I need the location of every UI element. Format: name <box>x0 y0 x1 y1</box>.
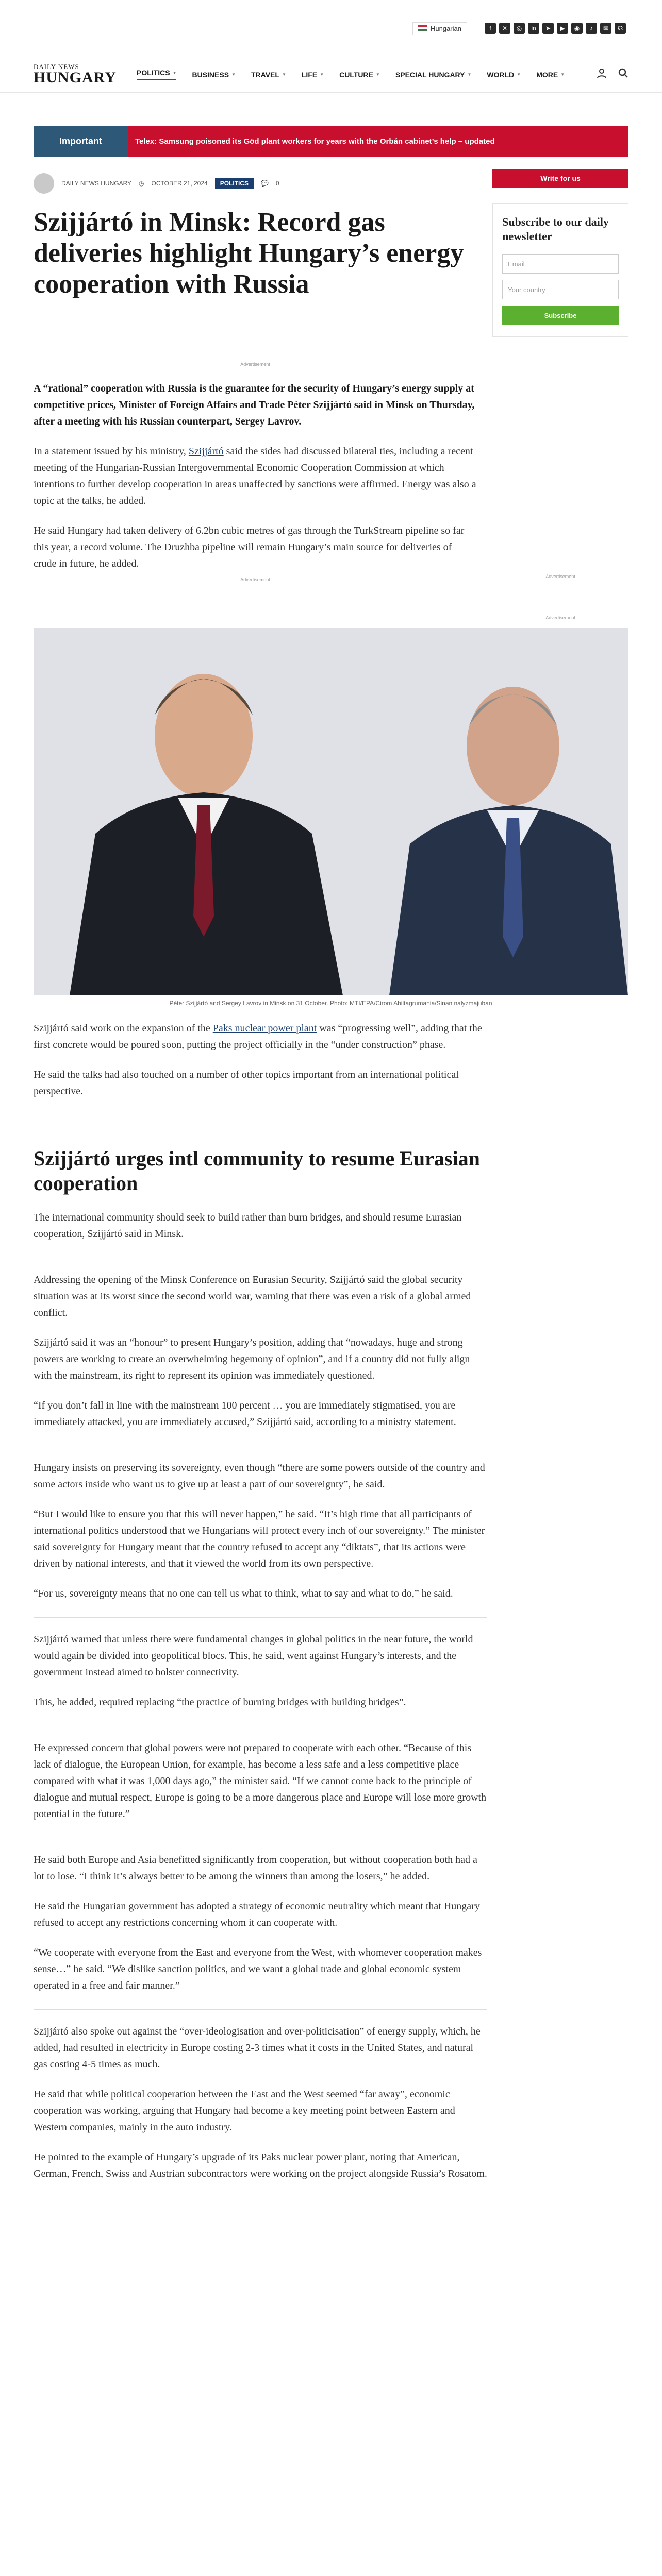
chevron-down-icon: ▼ <box>375 72 380 77</box>
paragraph: Addressing the opening of the Minsk Conference on Eurasian Security, Szijjártó said the global security situation was at its worst since the second world war, warning that there was even a risk of a global armed conflict. <box>34 1274 471 1318</box>
site-logo[interactable] <box>34 63 121 86</box>
divider <box>34 1617 487 1618</box>
publish-date: OCTOBER 21, 2024 <box>151 180 208 187</box>
instagram-icon[interactable]: ◎ <box>514 23 525 34</box>
author-avatar <box>34 173 54 194</box>
paragraph: He expressed concern that global powers were not prepared to cooperate with each other. “Because of this lack of dialogue, the European Union, for example, has become a less safe and a less competitive place compared with what it was 1,000 days ago,” the minister said. “If we cannot come back to the principle of dialogue and mutual respect, Europe is going to be a more dangerous place and Europe will lose more growth potential in the future.” <box>34 1742 487 1820</box>
chevron-down-icon: ▼ <box>467 72 472 77</box>
logo-line1: DAILY NEWS <box>34 63 79 71</box>
paragraph: Hungary insists on preserving its sovereignty, even though “there are some powers outside of the country and some actors inside who want us to give up at least a part of our sovereignty”, he said. <box>34 1462 485 1490</box>
nav-icons <box>597 68 628 81</box>
breaking-news-ticker[interactable] <box>34 126 628 157</box>
sidebar-advertisement: Advertisement <box>545 574 575 579</box>
category-badge[interactable]: POLITICS <box>215 178 254 189</box>
newsletter-box <box>492 203 628 337</box>
comment-icon[interactable]: 💬 <box>261 180 269 187</box>
paragraph: In a statement issued by his ministry, Szijjártó said the sides had discussed bilateral ties, including a recent meeting of the Hungarian-Russian Intergovernmental Economic Cooperation Commission at which intentions to further develop cooperation in areas unaffected by sanctions were affirmed. Energy was also a topic at the talks, he added. <box>34 446 476 506</box>
paragraph: He said the talks had also touched on a number of other topics important from an international political perspective. <box>34 1069 459 1097</box>
nav-item-culture[interactable]: CULTURE ▼ <box>339 70 380 79</box>
paragraph: “If you don’t fall in line with the mainstream 100 percent … you are immediately stigmatised, you are immediately attacked, you are immediately accused,” Szijjártó said, according to a ministry statement. <box>34 1400 456 1428</box>
article-title: Szijjártó in Minsk: Record gas deliveries highlight Hungary’s energy cooperation with Russia <box>34 208 464 299</box>
paragraph: He pointed to the example of Hungary’s upgrade of its Paks nuclear power plant, noting that American, German, French, Swiss and Austrian subcontractors were working on the project alongside Russia’s Rosatom. <box>34 2151 487 2179</box>
language-switcher[interactable] <box>412 22 467 35</box>
nav-item-politics[interactable]: POLITICS ▼ <box>137 69 176 80</box>
paragraph: This, he added, required replacing “the practice of burning bridges with building bridges”. <box>34 1697 406 1708</box>
clock-icon: ◷ <box>139 180 144 187</box>
sidebar-advertisement: Advertisement <box>545 615 575 620</box>
paragraph: Szijjártó said work on the expansion of the Paks nuclear power plant was “progressing well”, adding that the first concrete would be poured soon, putting the project officially in the “under construction” phase. <box>34 1023 482 1050</box>
podcast-icon[interactable]: ☊ <box>615 23 626 34</box>
nav-item-life[interactable]: LIFE ▼ <box>301 70 324 79</box>
comments-count[interactable]: 0 <box>275 180 279 187</box>
chevron-down-icon: ▼ <box>282 72 286 77</box>
paragraph: He said Hungary had taken delivery of 6.2bn cubic metres of gas through the TurkStream pipeline so far this year, a record volume. The Druzhba pipeline will remain Hungary’s main source for deliveries of crude in future, he added. <box>34 525 465 569</box>
tiktok-icon[interactable]: ♪ <box>586 23 597 34</box>
advertisement-label: Advertisement <box>240 362 270 367</box>
article-lead: A “rational” cooperation with Russia is the guarantee for the security of Hungary’s energy supply at competitive prices, Minister of Foreign Affairs and Trade Péter Szijjártó said in Minsk on Thursday, after a meeting with his Russian counterpart, Sergey Lavrov. <box>34 383 475 427</box>
article <box>34 169 477 620</box>
nav-menu <box>137 69 597 80</box>
mail-icon[interactable]: ✉ <box>600 23 611 34</box>
chevron-down-icon: ▼ <box>172 70 177 75</box>
nav-item-world[interactable]: WORLD ▼ <box>487 70 521 79</box>
divider <box>34 2009 487 2010</box>
inline-link[interactable]: Paks nuclear power plant <box>212 1023 317 1034</box>
facebook-icon[interactable]: f <box>485 23 496 34</box>
main-navbar <box>0 57 662 93</box>
article-body <box>34 1020 487 2182</box>
sidebar <box>492 169 628 620</box>
linkedin-icon[interactable]: in <box>528 23 539 34</box>
paragraph: He said the Hungarian government has adopted a strategy of economic neutrality which meant that Hungary refused to accept any restrictions concerning whom it can cooperate with. <box>34 1901 480 1928</box>
youtube-icon[interactable]: ▶ <box>557 23 568 34</box>
author-name[interactable]: DAILY NEWS HUNGARY <box>61 180 132 187</box>
write-for-us-button[interactable]: Write for us <box>492 169 628 188</box>
newsletter-title: Subscribe to our daily newsletter <box>502 215 609 243</box>
user-icon[interactable] <box>597 68 607 81</box>
top-bar <box>0 0 662 57</box>
paragraph: The international community should seek to build rather than burn bridges, and should resume Eurasian cooperation, Szijjártó said in Minsk. <box>34 1212 462 1240</box>
nav-item-travel[interactable]: TRAVEL ▼ <box>251 70 286 79</box>
paragraph: Szijjártó also spoke out against the “over-ideologisation and over-politicisation” of energy supply, which, he added, had resulted in electricity in Europe costing 2-3 times what it costs in the United States, and natural gas costing 4-5 times as much. <box>34 2026 481 2070</box>
chevron-down-icon: ▼ <box>320 72 324 77</box>
paragraph: Szijjártó warned that unless there were fundamental changes in global politics in the near future, the world would again be divided into geopolitical blocs. This, he said, went against Hungary’s interests, and the government instead aimed to bolster connectivity. <box>34 1634 473 1678</box>
nav-item-special-hungary[interactable]: SPECIAL HUNGARY ▼ <box>395 70 472 79</box>
paragraph: “We cooperate with everyone from the East and everyone from the West, with whomever cooperation makes sense…” he said. “We dislike sanction politics, and we want a global trade and global economic system operated in a free and fair manner.” <box>34 1947 482 1991</box>
advertisement-label: Advertisement <box>240 577 270 582</box>
paragraph: “For us, sovereignty means that no one can tell us what to think, what to say and what to do,” he said. <box>34 1588 453 1599</box>
search-icon[interactable] <box>618 68 628 81</box>
email-field[interactable]: Email <box>502 254 619 274</box>
content-wrapper <box>0 169 662 620</box>
rss-icon[interactable]: ◉ <box>571 23 583 34</box>
telegram-icon[interactable]: ➤ <box>542 23 554 34</box>
ticker-label: Important <box>34 126 128 157</box>
language-label: Hungarian <box>431 24 461 32</box>
country-field[interactable]: Your country <box>502 280 619 299</box>
ticker-message[interactable]: Telex: Samsung poisoned its Göd plant workers for years with the Orbán cabinet’s help – updated <box>128 126 628 157</box>
nav-item-business[interactable]: BUSINESS ▼ <box>192 70 236 79</box>
inline-link[interactable]: Szijjártó <box>188 446 224 457</box>
chevron-down-icon: ▼ <box>517 72 521 77</box>
paragraph: Szijjártó said it was an “honour” to present Hungary’s position, adding that “nowadays, huge and strong powers are working to create an overwhelming hegemony of opinion”, and if a country did not fully align with the mainstream, its right to represent its opinion was immediately questioned. <box>34 1337 470 1381</box>
chevron-down-icon: ▼ <box>231 72 236 77</box>
paragraph: He said both Europe and Asia benefitted significantly from cooperation, but without cooperation both had a lot to lose. “I think it’s always better to be among the winners than among the losers,” he added. <box>34 1854 477 1882</box>
paragraph: He said that while political cooperation between the East and the West seemed “far away”, economic cooperation was working, arguing that Hungary had become a key meeting point between Eastern and Western companies, mainly in the auto industry. <box>34 2089 455 2133</box>
article-photo <box>34 628 628 995</box>
hungary-flag-icon <box>418 25 427 31</box>
photo-caption: Péter Szijjártó and Sergey Lavrov in Minsk on 31 October. Photo: MTI/EPA/Cirom Abiltagrumania/Sinan nalyzmajuban <box>169 999 492 1007</box>
nav-item-more[interactable]: MORE ▼ <box>536 70 565 79</box>
article-meta <box>34 173 477 194</box>
twitter-icon[interactable]: ✕ <box>499 23 510 34</box>
paragraph: “But I would like to ensure you that this will never happen,” he said. “It’s high time that all participants of international politics understood that we Hungarians will protect every inch of our sovereignty.” The minister said sovereignty for Hungary meant that the country refused to accept any “diktats”, that its actions were driven by national interests, and that it viewed the world from its own perspective. <box>34 1509 485 1569</box>
section-heading: Szijjártó urges intl community to resume Eurasian cooperation <box>34 1147 480 1195</box>
chevron-down-icon: ▼ <box>560 72 565 77</box>
subscribe-button[interactable]: Subscribe <box>502 306 619 325</box>
logo-line2: HUNGARY <box>34 69 117 86</box>
photo-illustration <box>34 628 628 995</box>
